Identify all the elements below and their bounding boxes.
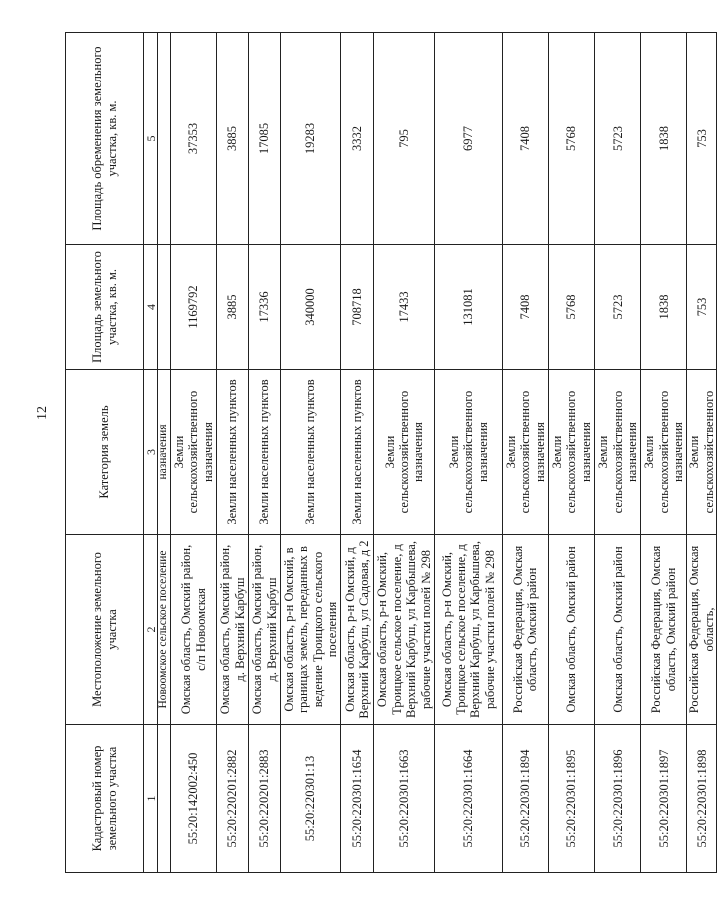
page-number: 12 xyxy=(35,406,50,420)
rotated-table-container xyxy=(65,33,716,873)
table-row xyxy=(641,33,687,873)
category-cell: Земли сельскохозяйственного назначения xyxy=(502,370,548,535)
table-row xyxy=(249,33,281,873)
category-cell: Земли сельскохозяйственного назначения xyxy=(595,370,641,535)
area-cell: 708718 xyxy=(341,245,374,370)
table-row xyxy=(374,33,435,873)
area-cell: 1169792 xyxy=(171,245,217,370)
encumbrance-cell: 753 xyxy=(687,33,717,245)
cadastral-cell: 55:20:220301:1895 xyxy=(549,725,595,873)
location-cell: Омская область, Омский район, д. Верхний Карбуш xyxy=(217,535,249,725)
cadastral-cell: 55:20:220301:13 xyxy=(280,725,341,873)
category-cell: Земли сельскохозяйственного назначения xyxy=(641,370,687,535)
category-cell: Земли населенных пунктов xyxy=(280,370,341,535)
area-cell: 1838 xyxy=(641,245,687,370)
area-cell: 5768 xyxy=(549,245,595,370)
cadastral-cell: 55:20:220301:1897 xyxy=(641,725,687,873)
header-category: Категория земель xyxy=(66,370,144,535)
location-cell: Российская Федерация, Омская область, Омский район xyxy=(502,535,548,725)
cadastral-cell: 55:20:220301:1663 xyxy=(374,725,435,873)
encumbrance-cell: 795 xyxy=(374,33,435,245)
header-encumbrance: Площадь обременения земельного участка, кв. м. xyxy=(66,33,144,245)
column-number: 1 xyxy=(144,725,158,873)
encumbrance-cell: 17085 xyxy=(249,33,281,245)
encumbrance-cell: 1838 xyxy=(641,33,687,245)
location-cell: Омская область, р-н Омский, Троицкое сельское поселение, д Верхний Карбуш, ул Карбышева, рабочие участки полей № 298 xyxy=(374,535,435,725)
category-cell: Земли сельскохозяйственного назначения xyxy=(171,370,217,535)
header-location: Местоположение земельного участка xyxy=(66,535,144,725)
section-row xyxy=(158,33,171,873)
cadastral-cell: 55:20:142002:450 xyxy=(171,725,217,873)
category-cell: Земли сельскохозяйственного назначения xyxy=(549,370,595,535)
land-plots-table xyxy=(65,32,717,873)
table-row xyxy=(502,33,548,873)
encumbrance-cell: 3332 xyxy=(341,33,374,245)
table-header-row xyxy=(66,33,144,873)
location-cell: Омская область, Омский район xyxy=(595,535,641,725)
area-cell: 7408 xyxy=(502,245,548,370)
column-number: 2 xyxy=(144,535,158,725)
encumbrance-cell: 37353 xyxy=(171,33,217,245)
location-cell: Омская область, р-н Омский, д Верхний Карбуш, ул Садовая, д 2 xyxy=(341,535,374,725)
encumbrance-cell: 7408 xyxy=(502,33,548,245)
encumbrance-cell: 5723 xyxy=(595,33,641,245)
category-continuation: назначения xyxy=(158,370,171,535)
cadastral-cell: 55:20:220201:2883 xyxy=(249,725,281,873)
cadastral-cell: 55:20:220201:2882 xyxy=(217,725,249,873)
column-number: 5 xyxy=(144,33,158,245)
area-cell: 5723 xyxy=(595,245,641,370)
table-row xyxy=(595,33,641,873)
encumbrance-cell: 3885 xyxy=(217,33,249,245)
header-area: Площадь земельного участка, кв. м. xyxy=(66,245,144,370)
cadastral-cell: 55:20:220301:1898 xyxy=(687,725,717,873)
area-cell: 340000 xyxy=(280,245,341,370)
section-title: Новоомское сельское поселение xyxy=(158,535,171,725)
category-cell: Земли населенных пунктов xyxy=(217,370,249,535)
table-row xyxy=(171,33,217,873)
area-cell: 17433 xyxy=(374,245,435,370)
encumbrance-cell: 6977 xyxy=(434,33,502,245)
category-cell: Земли населенных пунктов xyxy=(341,370,374,535)
table-row xyxy=(341,33,374,873)
empty-cell xyxy=(158,725,171,873)
encumbrance-cell: 5768 xyxy=(549,33,595,245)
column-number: 3 xyxy=(144,370,158,535)
cadastral-cell: 55:20:220301:1664 xyxy=(434,725,502,873)
empty-cell xyxy=(158,33,171,245)
cadastral-cell: 55:20:220301:1654 xyxy=(341,725,374,873)
cadastral-cell: 55:20:220301:1896 xyxy=(595,725,641,873)
category-cell: Земли населенных пунктов xyxy=(249,370,281,535)
column-number-row xyxy=(144,33,158,873)
area-cell: 17336 xyxy=(249,245,281,370)
table-row xyxy=(217,33,249,873)
category-cell: Земли сельскохозяйственного назначения xyxy=(434,370,502,535)
location-cell: Российская Федерация, Омская область, Омский район xyxy=(641,535,687,725)
table-row xyxy=(280,33,341,873)
area-cell: 753 xyxy=(687,245,717,370)
area-cell: 131081 xyxy=(434,245,502,370)
empty-cell xyxy=(158,245,171,370)
table-row xyxy=(549,33,595,873)
header-cadastral: Кадастровый номер земельного участка xyxy=(66,725,144,873)
area-cell: 3885 xyxy=(217,245,249,370)
table-row xyxy=(434,33,502,873)
location-cell: Российская Федерация, Омская область, xyxy=(687,535,717,725)
location-cell: Омская область, р-н Омский, в границах земель, переданных в ведение Троицкого сельского поселения xyxy=(280,535,341,725)
location-cell: Омская область, р-н Омский, Троицкое сельское поселение, д Верхний Карбуш, ул Карбышева, рабочие участки полей № 298 xyxy=(434,535,502,725)
cadastral-cell: 55:20:220301:1894 xyxy=(502,725,548,873)
location-cell: Омская область, Омский район, д. Верхний Карбуш xyxy=(249,535,281,725)
location-cell: Омская область, Омский район xyxy=(549,535,595,725)
column-number: 4 xyxy=(144,245,158,370)
category-cell: Земли сельскохозяйственного назначения xyxy=(374,370,435,535)
table-row xyxy=(687,33,717,873)
location-cell: Омская область, Омский район, с/п Новоомская xyxy=(171,535,217,725)
encumbrance-cell: 19283 xyxy=(280,33,341,245)
category-cell: Земли сельскохозяйственного xyxy=(687,370,717,535)
